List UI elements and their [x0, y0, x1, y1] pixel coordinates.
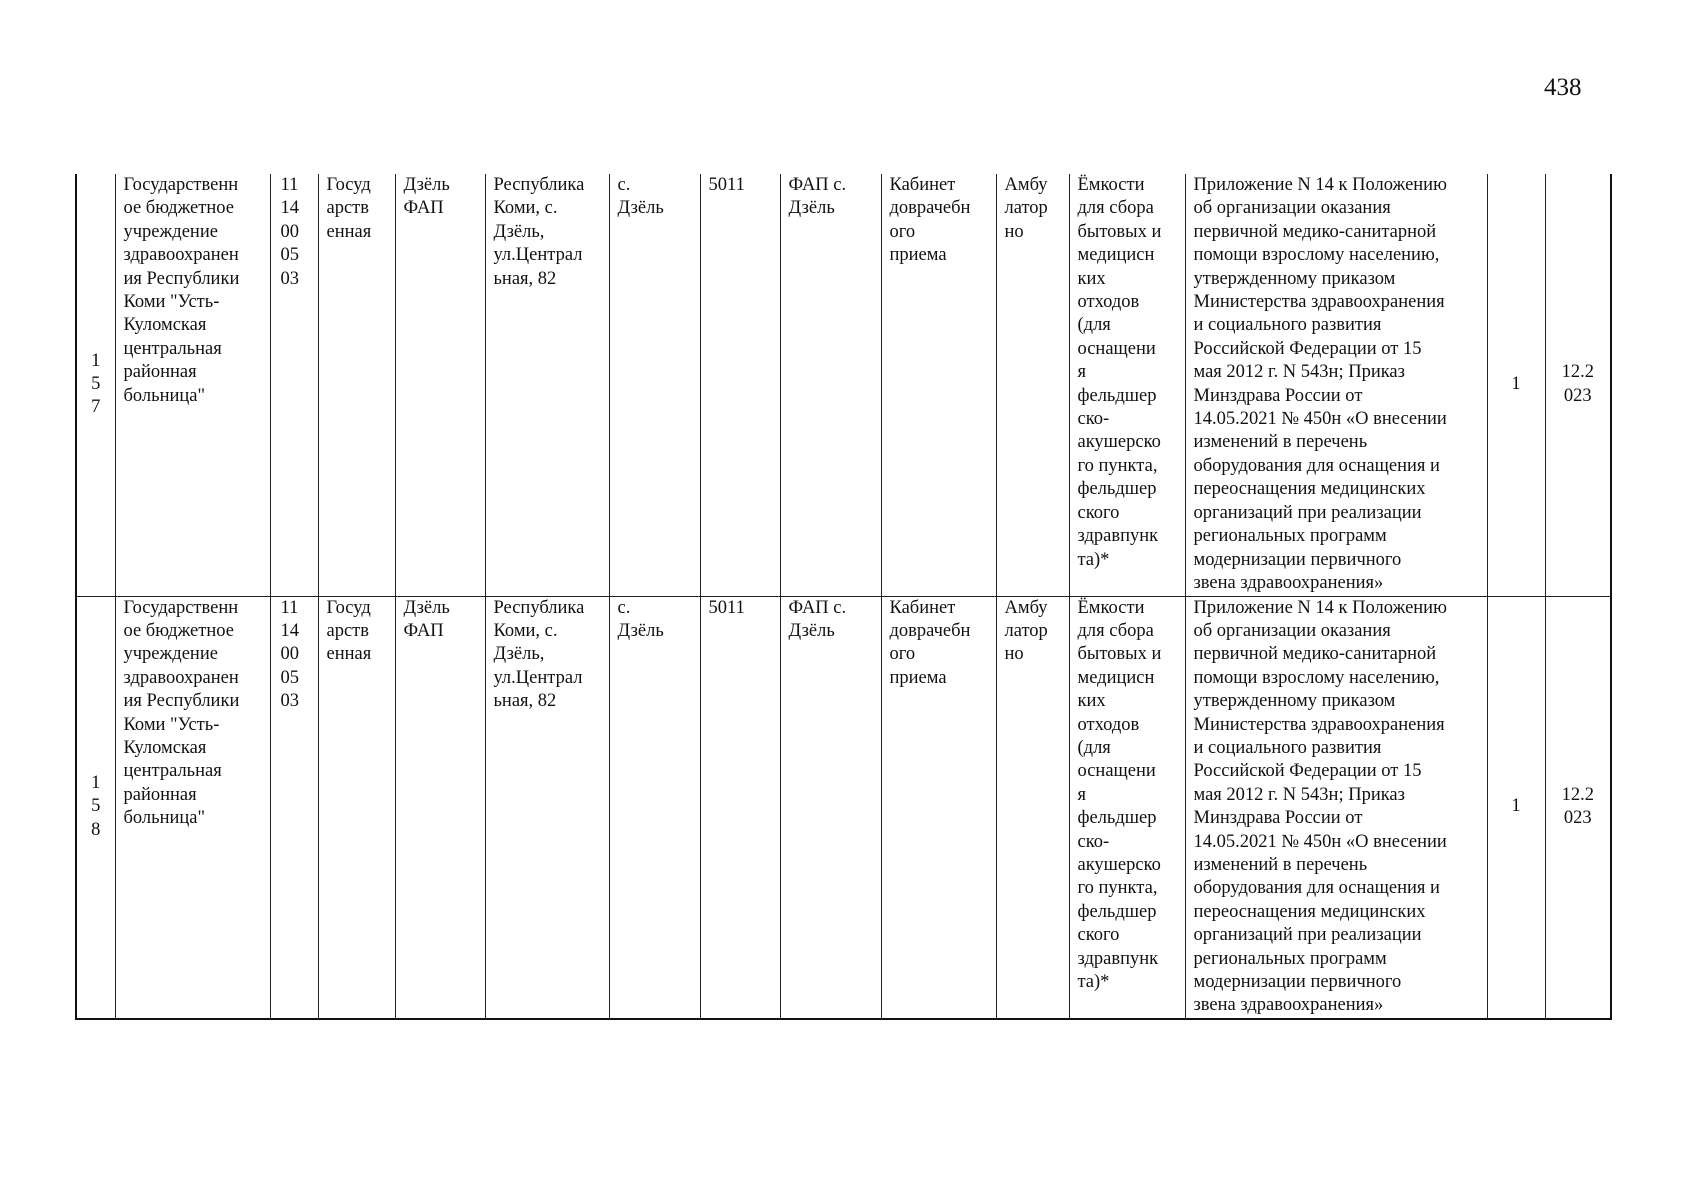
row-number-cell: 1 5 7 [76, 174, 115, 596]
facility-cell: ФАП с. Дзёль [780, 596, 881, 1019]
organization-cell: Государственн ое бюджетное учреждение здравоохранен ия Республики Коми "Усть- Куломская центральная районная больница" [115, 596, 270, 1019]
settlement-cell: с. Дзёль [609, 596, 700, 1019]
address-cell: Республика Коми, с. Дзёль, ул.Централ ьная, 82 [485, 174, 609, 596]
settlement-cell: с. Дзёль [609, 174, 700, 596]
index-cell: 5011 [700, 596, 780, 1019]
table-row [76, 174, 1611, 596]
care-type-cell: Амбу латор но [996, 596, 1069, 1019]
unit-cell: Дзёль ФАП [395, 174, 485, 596]
equipment-cell: Ёмкости для сбора бытовых и медицисн ких отходов (для оснащени я фельдшер ско- акушерско го пункта, фельдшер ского здравпунк та)* [1069, 596, 1185, 1019]
code-cell: 11 14 00 05 03 [270, 596, 318, 1019]
ownership-cell: Госуд арств енная [318, 174, 395, 596]
date-cell: 12.2 023 [1545, 596, 1611, 1019]
row-number-cell: 1 5 8 [76, 596, 115, 1019]
basis-cell: Приложение N 14 к Положению об организации оказания первичной медико-санитарной помощи взрослому населению, утвержденному приказом Министерства здравоохранения и социального развития Российской Федерации от 15 мая 2012 г. N 543н; Приказ Минздрава России от 14.05.2021 № 450н «О внесении изменений в перечень оборудования для оснащения и переоснащения медицинских организаций при реализации региональных программ модернизации первичного звена здравоохранения» [1185, 596, 1487, 1019]
address-cell: Республика Коми, с. Дзёль, ул.Централ ьная, 82 [485, 596, 609, 1019]
cabinet-cell: Кабинет доврачебн ого приема [881, 174, 996, 596]
page-number: 438 [1544, 74, 1582, 101]
date-cell: 12.2 023 [1545, 174, 1611, 596]
care-type-cell: Амбу латор но [996, 174, 1069, 596]
quantity-cell: 1 [1487, 596, 1545, 1019]
equipment-cell: Ёмкости для сбора бытовых и медицисн ких отходов (для оснащени я фельдшер ско- акушерско го пункта, фельдшер ского здравпунк та)* [1069, 174, 1185, 596]
unit-cell: Дзёль ФАП [395, 596, 485, 1019]
quantity-cell: 1 [1487, 174, 1545, 596]
index-cell: 5011 [700, 174, 780, 596]
facility-cell: ФАП с. Дзёль [780, 174, 881, 596]
equipment-table [75, 174, 1612, 1020]
basis-cell: Приложение N 14 к Положению об организации оказания первичной медико-санитарной помощи взрослому населению, утвержденному приказом Министерства здравоохранения и социального развития Российской Федерации от 15 мая 2012 г. N 543н; Приказ Минздрава России от 14.05.2021 № 450н «О внесении изменений в перечень оборудования для оснащения и переоснащения медицинских организаций при реализации региональных программ модернизации первичного звена здравоохранения» [1185, 174, 1487, 596]
ownership-cell: Госуд арств енная [318, 596, 395, 1019]
code-cell: 11 14 00 05 03 [270, 174, 318, 596]
cabinet-cell: Кабинет доврачебн ого приема [881, 596, 996, 1019]
organization-cell: Государственн ое бюджетное учреждение здравоохранен ия Республики Коми "Усть- Куломская центральная районная больница" [115, 174, 270, 596]
table-row [76, 596, 1611, 1019]
